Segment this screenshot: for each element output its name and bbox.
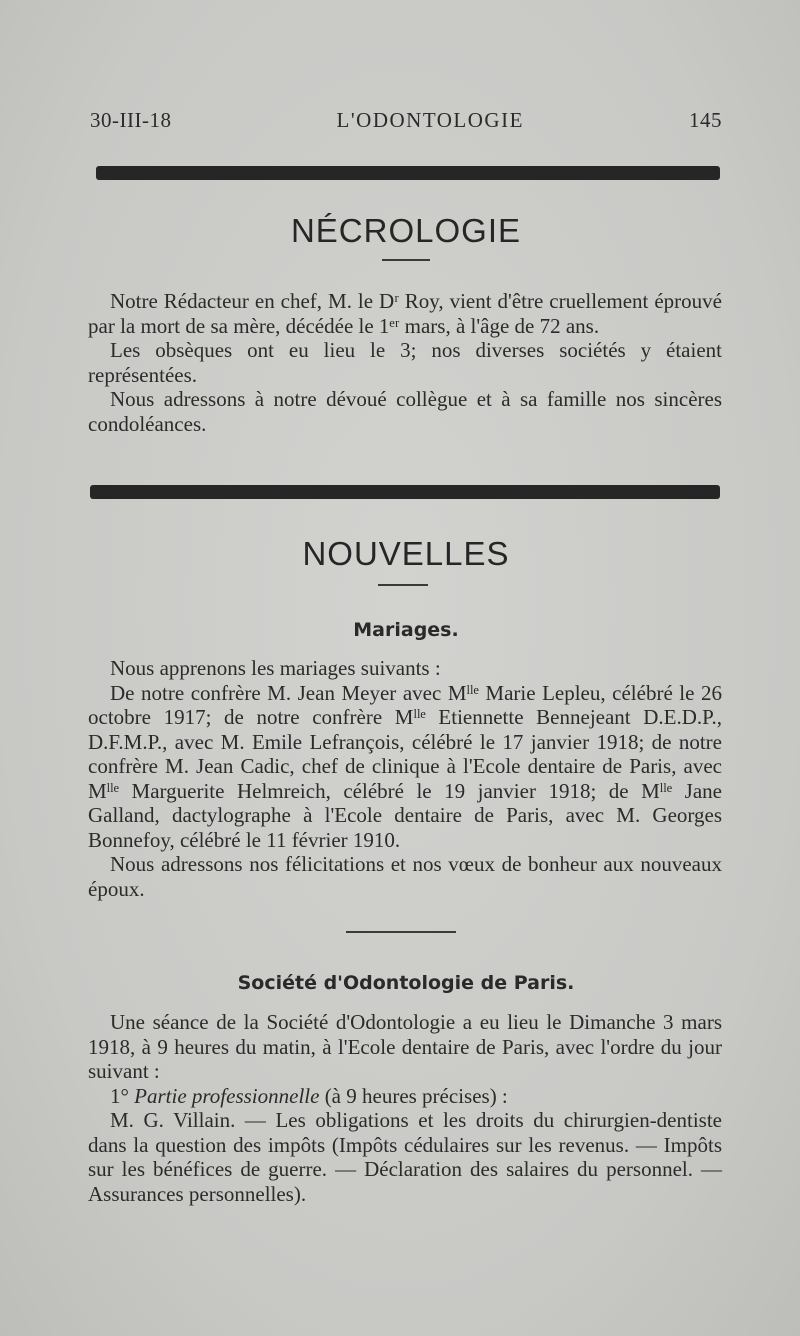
section-divider-top	[96, 166, 720, 180]
mariages-paragraph: Nous adressons nos félicitations et nos vœux de bonheur aux nouveaux époux.	[88, 852, 722, 901]
issue-date: 30-III-18	[90, 108, 172, 132]
mariages-paragraph: De notre confrère M. Jean Meyer avec Mˡˡᵉ Marie Lepleu, célébré le 26 octobre 1917; de notre confrère Mˡˡᵉ Etiennette Bennejeant D.E.D.P., D.F.M.P., avec M. Emile Lefrançois, célébré le 17 janvier 1918; de notre confrère M. Jean Cadic, chef de clinique à l'Ecole dentaire de Paris, avec Mˡˡᵉ Marguerite Helmreich, célébré le 19 janvier 1918; de Mˡˡᵉ Jane Galland, dactylographe à l'Ecole dentaire de Paris, avec M. Georges Bonnefoy, célébré le 11 février 1910.	[88, 680, 722, 852]
running-head	[90, 108, 722, 133]
agenda-number: 1°	[110, 1083, 129, 1108]
necrologie-paragraph: Notre Rédacteur en chef, M. le Dʳ Roy, vient d'être cruellement éprouvé par la mort de sa mère, décédée le 1ᵉʳ mars, à l'âge de 72 ans.	[88, 289, 722, 338]
section-separator	[346, 931, 456, 933]
agenda-line	[88, 1084, 722, 1109]
nouvelles-title: NOUVELLES	[302, 535, 510, 572]
mariages-text	[88, 656, 722, 901]
societe-paragraph: M. G. Villain. — Les obligations et les droits du chirurgien-dentiste dans la question des impôts (Impôts cédulaires sur les revenus. — Impôts sur les bénéfices de guerre. — Déclaration des salaires du personnel. — Assurances personnelles).	[88, 1108, 722, 1206]
mariages-paragraph: Nous apprenons les mariages suivants :	[110, 656, 441, 680]
necrologie-text	[88, 289, 722, 436]
societe-paragraph: Une séance de la Société d'Odontologie a eu lieu le Dimanche 3 mars 1918, à 9 heures du matin, à l'Ecole dentaire de Paris, avec l'ordre du jour suivant :	[88, 1010, 722, 1083]
societe-text	[88, 1010, 722, 1206]
title-underline	[382, 259, 430, 261]
title-underline	[378, 584, 428, 586]
agenda-time: (à 9 heures précises) :	[324, 1083, 508, 1108]
mariages-heading: Mariages.	[353, 619, 459, 641]
page-number: 145	[689, 108, 722, 132]
societe-heading: Société d'Odontologie de Paris.	[237, 972, 575, 994]
necrologie-paragraph: Nous adressons à notre dévoué collègue et à sa famille nos sincères condoléances.	[88, 387, 722, 436]
journal-title: L'ODONTOLOGIE	[336, 108, 524, 132]
necrologie-title: NÉCROLOGIE	[290, 212, 522, 249]
agenda-label: Partie professionnelle	[134, 1083, 320, 1108]
section-divider-middle	[90, 485, 720, 499]
necrologie-paragraph: Les obsèques ont eu lieu le 3; nos diverses sociétés y étaient représentées.	[88, 338, 722, 387]
